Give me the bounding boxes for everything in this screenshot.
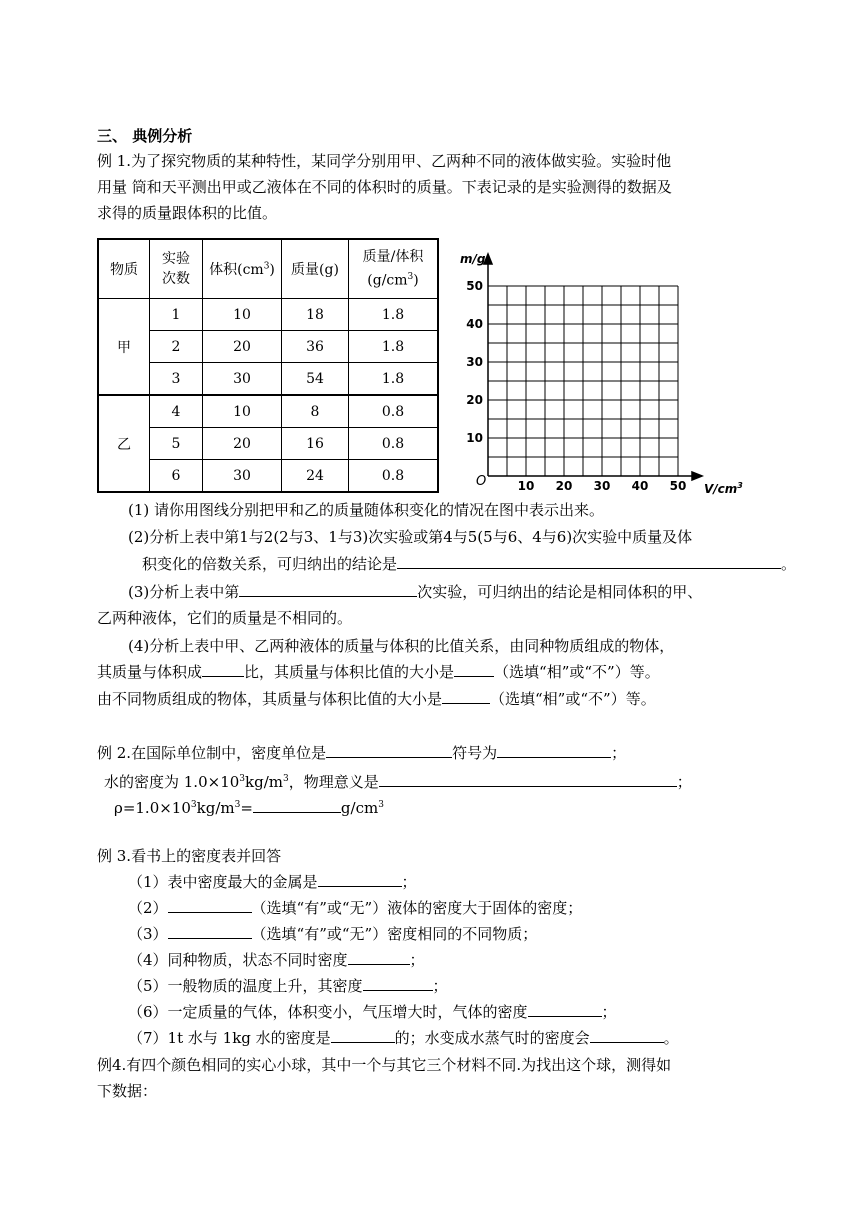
table-cell: 10 [203, 395, 282, 428]
mass-volume-grid [458, 248, 758, 498]
answer-blank[interactable] [442, 689, 490, 704]
ex4-line1: 例4.有四个颜色相同的实心小球，其中一个与其它三个材料不同.为找出这个球，测得如 [97, 1056, 672, 1074]
x-tick-label: 30 [593, 479, 611, 493]
ex1-q3c: 乙两种液体，它们的质量是不相同的。 [97, 609, 353, 627]
ex1-line2: 用量 筒和天平测出甲或乙液体在不同的体积时的质量。下表记录的是实验测得的数据及 [97, 178, 672, 196]
ex3-title: 例 3.看书上的密度表并回答 [97, 847, 282, 865]
table-cell: 10 [203, 299, 282, 331]
answer-blank[interactable] [497, 743, 611, 758]
y-axis-label: m/g [460, 252, 486, 266]
ex1-q4c: 由不同物质组成的物体，其质量与体积比值的大小是 （选填“相”或“不”）等。 [97, 690, 656, 708]
ex3-q1: （1）表中密度最大的金属是 ； [128, 873, 417, 891]
answer-blank[interactable] [363, 976, 433, 991]
table-cell: 1.8 [349, 299, 439, 331]
origin-label: O [476, 474, 487, 489]
answer-blank[interactable] [253, 798, 341, 813]
table-cell: 18 [282, 299, 349, 331]
answer-blank[interactable] [454, 662, 494, 677]
ex1-q2b: 积变化的倍数关系，可归纳出的结论是 。 [142, 555, 797, 573]
group-name: 乙 [98, 395, 150, 492]
header-ratio: 质量/体积 $(g/cm^3)$ [349, 239, 439, 299]
data-table [97, 238, 439, 493]
table-cell: 0.8 [349, 428, 439, 460]
table-cell: 1 [150, 299, 203, 331]
ex3-q4: （4）同种物质，状态不同时密度 ； [128, 951, 425, 969]
y-tick-label: 20 [466, 393, 483, 407]
table-cell: 1.8 [349, 363, 439, 396]
table-cell: 0.8 [349, 460, 439, 493]
answer-blank[interactable] [397, 554, 781, 569]
table-cell: 2 [150, 331, 203, 363]
table-cell: 8 [282, 395, 349, 428]
answer-blank[interactable] [348, 950, 410, 965]
y-tick-label: 10 [466, 431, 483, 445]
ex2-line1: 例 2.在国际单位制中，密度单位是 符号为 ； [97, 744, 627, 762]
table-cell: 16 [282, 428, 349, 460]
x-tick-label: 40 [631, 479, 649, 493]
table-cell: 0.8 [349, 395, 439, 428]
ex3-q6: （6）一定质量的气体，体积变小，气压增大时，气体的密度 ； [128, 1003, 617, 1021]
y-tick-label: 30 [466, 355, 483, 369]
y-tick-label: 40 [466, 317, 483, 331]
ex3-q7: （7）1t 水与 1kg 水的密度是 的；水变成水蒸气时的密度会 。 [128, 1029, 679, 1047]
table-cell: 36 [282, 331, 349, 363]
table-cell: 30 [203, 460, 282, 493]
answer-blank[interactable] [326, 743, 452, 758]
ex1-q1: (1) 请你用图线分别把甲和乙的质量随体积变化的情况在图中表示出来。 [128, 501, 605, 519]
table-cell: 6 [150, 460, 203, 493]
answer-blank[interactable] [239, 582, 417, 597]
header-trial: 实验 次数 [150, 239, 203, 299]
answer-blank[interactable] [590, 1028, 664, 1043]
ex3-q5: （5）一般物质的温度上升，其密度 ； [128, 977, 448, 995]
ex1-q4a: (4)分析上表中甲、乙两种液体的质量与体积的比值关系，由同种物质组成的物体， [128, 637, 675, 655]
header-substance: 物质 [98, 239, 150, 299]
answer-blank[interactable] [318, 872, 402, 887]
table-cell: 20 [203, 331, 282, 363]
answer-blank[interactable] [379, 772, 677, 787]
table-cell: 1.8 [349, 331, 439, 363]
ex4-line2: 下数据： [97, 1082, 158, 1100]
table-cell: 54 [282, 363, 349, 396]
ex2-line3: $\rho=1.0\times 10^3kg/m^3= g/cm^3$ [114, 799, 384, 817]
header-mass: 质量(g) [282, 239, 349, 299]
table-cell: 4 [150, 395, 203, 428]
section-title: 三、 典例分析 [97, 127, 193, 145]
ex1-line1: 例 1.为了探究物质的某种特性，某同学分别用甲、乙两种不同的液体做实验。实验时他 [97, 152, 672, 170]
ex3-q2: （2） （选填“有”或“无”）液体的密度大于固体的密度； [128, 899, 583, 917]
y-tick-label: 50 [466, 279, 483, 293]
answer-blank[interactable] [168, 898, 252, 913]
x-tick-label: 50 [669, 479, 687, 493]
answer-blank[interactable] [528, 1002, 602, 1017]
ex2-line2: 水的密度为 $1.0\times 10^3kg/m^3$，物理意义是 ； [104, 773, 692, 791]
header-volume: 体积$(cm^3)$ [203, 239, 282, 299]
table-cell: 30 [203, 363, 282, 396]
answer-blank[interactable] [168, 924, 252, 939]
ex1-line3: 求得的质量跟体积的比值。 [97, 204, 278, 222]
ex1-q3: (3)分析上表中第 次实验，可归纳出的结论是相同体积的甲、 [128, 583, 703, 601]
x-tick-label: 10 [517, 479, 535, 493]
x-axis-arrow-icon [692, 472, 702, 480]
x-axis-label: $V/cm^3$ [704, 481, 743, 496]
table-cell: 24 [282, 460, 349, 493]
ex3-q3: （3） （选填“有”或“无”）密度相同的不同物质； [128, 925, 538, 943]
table-cell: 20 [203, 428, 282, 460]
x-tick-label: 20 [555, 479, 573, 493]
answer-blank[interactable] [331, 1028, 395, 1043]
answer-blank[interactable] [202, 662, 244, 677]
table-cell: 5 [150, 428, 203, 460]
group-name: 甲 [98, 299, 150, 396]
ex1-q4b: 其质量与体积成 比，其质量与体积比值的大小是 （选填“相”或“不”）等。 [97, 663, 660, 681]
ex1-q2a: (2)分析上表中第1与2(2与3、1与3)次实验或第4与5(5与6、4与6)次实验中质量及体 [128, 528, 693, 546]
table-cell: 3 [150, 363, 203, 396]
